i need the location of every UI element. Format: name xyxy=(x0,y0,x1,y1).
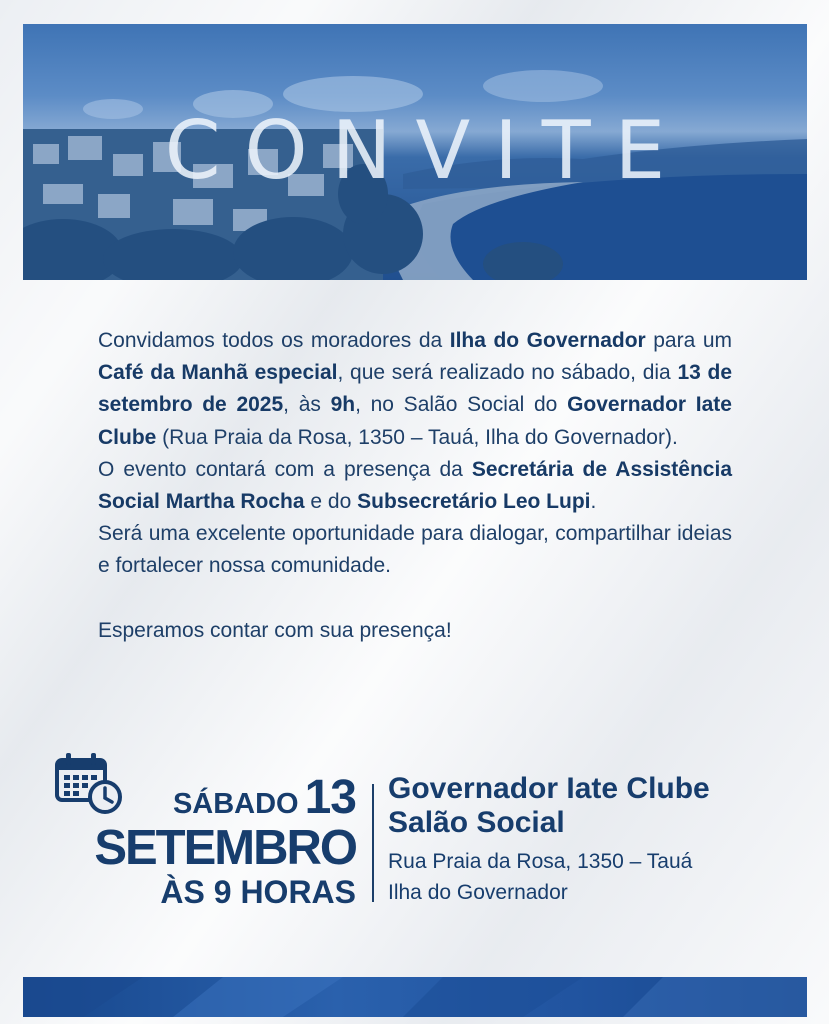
text-span: Convidamos todos os moradores da xyxy=(98,329,450,352)
time-label: ÀS 9 HORAS xyxy=(160,874,356,910)
text-span: (Rua Praia da Rosa, 1350 – Tauá, Ilha do Governador). xyxy=(156,425,678,449)
text-span: O evento contará com a presença da xyxy=(98,457,472,481)
invitation-text xyxy=(98,325,732,647)
footer-band xyxy=(23,977,807,1017)
hero-banner xyxy=(23,24,807,280)
paragraph-guests xyxy=(98,454,732,518)
venue-room: Salão Social xyxy=(388,806,565,839)
highlight-location: Ilha do Governador xyxy=(449,329,646,352)
day-line xyxy=(173,770,356,825)
text-span: e do xyxy=(304,490,358,514)
closing-line: Esperamos contar com sua presença! xyxy=(98,618,452,642)
venue-name: Governador Iate Clube xyxy=(388,772,710,805)
highlight-time: 9h xyxy=(330,393,356,417)
venue-city: Ilha do Governador xyxy=(388,881,568,904)
highlight-secretary: Secretária de Assistência Social Martha Rocha xyxy=(98,457,733,514)
paragraph-purpose: Será uma excelente oportunidade para dialogar, compartilhar ideias e fortalecer nossa comunidade. xyxy=(98,522,732,578)
text-span: , às xyxy=(283,393,331,417)
month-label: SETEMBRO xyxy=(94,821,356,875)
invite-title: CONVITE xyxy=(164,104,690,197)
calendar-clock-icon xyxy=(54,752,126,816)
highlight-date: 13 de setembro de 2025 xyxy=(98,361,732,417)
text-span: . xyxy=(590,490,597,514)
text-span: , no Salão Social do xyxy=(355,393,568,417)
text-span: , que será realizado no sábado, dia xyxy=(337,361,678,385)
venue-address: Rua Praia da Rosa, 1350 – Tauá xyxy=(388,850,693,873)
highlight-event: Café da Manhã especial xyxy=(98,361,338,385)
highlight-venue: Governador Iate Clube xyxy=(98,393,732,449)
venue-block xyxy=(388,772,788,908)
text-span: para um xyxy=(645,329,732,352)
footer-pattern xyxy=(23,977,807,1017)
paragraph-intro xyxy=(98,325,732,454)
highlight-subsecretary: Subsecretário Leo Lupi xyxy=(357,490,591,514)
day-number: 13 xyxy=(304,771,356,824)
weekday-label: SÁBADO xyxy=(172,788,299,820)
vertical-divider xyxy=(372,784,374,902)
